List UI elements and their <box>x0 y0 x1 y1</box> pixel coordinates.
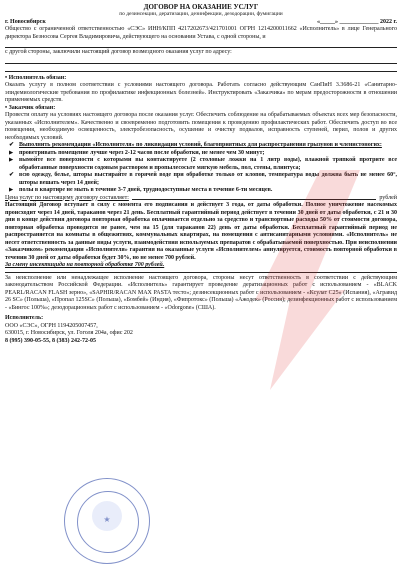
document-subtitle: по дезинсекции, дератизации, дезинфекции, дезодорации, фумигации <box>119 11 283 17</box>
city-date-row <box>5 18 397 26</box>
recommendations-heading: ✔ Выполнить рекомендации «Исполнителя» по ликвидации условий, благоприятных для распространения грызунов и членистоногих: <box>19 142 397 150</box>
document-title: ДОГОВОР НА ОКАЗАНИЕ УСЛУГ <box>143 3 259 11</box>
list-item: ✔ всю одежду, белье, шторы выстирайте в горячей воде при обработке только от клопов, температура воды должна быть не менее 60°, шторы вешать через 14 дней; <box>19 172 397 187</box>
liability-paragraph: За неисполнение или ненадлежащее исполнение настоящего договора, стороны несут ответственность в соответствии с действующим законодательством Российской Федерации. «Исполнитель» гарантирует проведение дератизационных работ с использованием - «BLACK PEARL/RACAN FLASH зерно», «SAPHIR/RACAN MAX PASTA тесто»; дезинсекционных работ с использованием - «Ксулат С25» (Испания), «Агравид 26 SC» (Польша), «Пропал 125SC» (Польша), «Бомбей» (Индия), «Фипротокс» (Польша) «Ажодек» (Россия); дезинфекционных работ с использованием - «Бингос 100%»; дезодорационных работ с использованием - «Odorgone» (США). <box>5 274 397 311</box>
footer-phone: 8 (995) 390-05-55, 8 (383) 242-72-05 <box>5 337 96 344</box>
contract-date: «_____» _____________ 2022 г. <box>316 19 397 25</box>
price-blank <box>132 195 376 201</box>
address-blank-2 <box>5 65 397 72</box>
footer-heading: Исполнитель: <box>5 315 44 321</box>
insecticide-change-note: За смену инсектицида на повторной обработке 700 рублей. <box>5 262 165 268</box>
divider <box>5 272 397 273</box>
price-row <box>5 195 397 203</box>
footer-address: 630015, г. Новосибирск, ул. Гоголя 204а, офис 202 <box>5 330 133 336</box>
executor-text: Оказать услугу в полном соответствии с условиями настоящего договора. Работать согласно действующим СанПиН 3.3686-21 «Санитарно-эпидемиологические требования по профилактике инфекционных болезней». Инструктировать «Заказчика» по мерам предосторожности в отношении применяемых средств. <box>5 82 397 103</box>
city: г. Новосибирск <box>5 19 46 25</box>
list-item: ▶ полы в квартире не мыть в течение 3-7 дней, труднодоступные места в течение 6-ти месяцев. <box>19 187 397 195</box>
footer-company: ООО «СЭС», ОГРН 1194205007457, <box>5 322 98 329</box>
intro-paragraph: Общество с ограниченной ответственностью «СЭС» ИНН/КПП 4217202673/421701001 ОГРН 1214200011662 «Исполнитель» в лице Генерального директора Безносова Сергея Владимировича, действующего на основании Устава, с одной стороны, и <box>5 26 397 40</box>
contract-page <box>5 3 397 345</box>
recommendations-list <box>5 142 397 195</box>
list-item: ▶ проветривать помещение лучше через 2-12 часов после обработки, не менее чем 30 минут; <box>19 150 397 158</box>
price-suffix: рублей <box>379 194 397 201</box>
customer-text: Провести оплату на условиях настоящего договора после оказания услуг. Обеспечить соблюдение на обрабатываемых объектах всех мер безопасности, указанных «Исполнителем». Качественно и своевременно подготовить помещения к проведению профилактических работ. Обеспечить доступ во все помещения, необходимую освещенность, электробезопасность, осушение и очистку подвалов, исправность ступеней, перил, полов и других необходимых условий. <box>5 112 397 141</box>
company-seal-stamp <box>64 478 150 564</box>
terms-paragraph: Настоящий Договор вступает в силу с момента его подписания и действует 3 года, от даты обработки. Полное уничтожение насекомых происходит через 14 дней, тараканов через 21 день. Бесплатный гарантийный период действует в течении 30 дней от даты обработки, с 21 и 30 дни в конце действия договора повторная обработка оплачивается отдельно за средство и транспортные расходы 50% от стоимости договора, повторная обработка проводится не ранее, чем на 15 (для тараканов 22) день от даты обработки. Бесплатный гарантийный период не распространяется на комнаты в общежитиях, коммунальных квартирах, на помещения с антисанитарными условиями. «Исполнитель» не несет ответственность за данные виды услуги, взаимодействия используемых препаратов с обрабатываемой поверхностью. При неисполнении «Заказчиком» рекомендации «Исполнителя» гарантия на оказанные услуги «Исполнителем» аннулируется, стоимость повторной обработки в течении 30 дней от даты обработки будет 30%, но не менее 700 рублей. <box>5 202 397 261</box>
customer-heading: • Заказчик обязан: <box>5 104 56 111</box>
customer-name-blank <box>5 41 397 48</box>
price-label: Цена услуг по настоящему договору составляет: <box>5 194 129 201</box>
star-icon: ★ <box>103 515 111 524</box>
executor-heading: • Исполнитель обязан: <box>5 74 67 81</box>
intro-paragraph-2: с другой стороны, заключили настоящий договор возмездного оказания услуг по адресу: <box>5 49 232 55</box>
address-blank <box>5 57 397 64</box>
list-item: ▶ вымойте все поверхности с которыми вы контактируете (2 столовые ложки на 1 литр воды), влажной тряпкой протрите все обработанные поверхности содовым раствором и пропылесосьте мягкую мебель, пол, стены, плинтуса; <box>19 157 397 172</box>
